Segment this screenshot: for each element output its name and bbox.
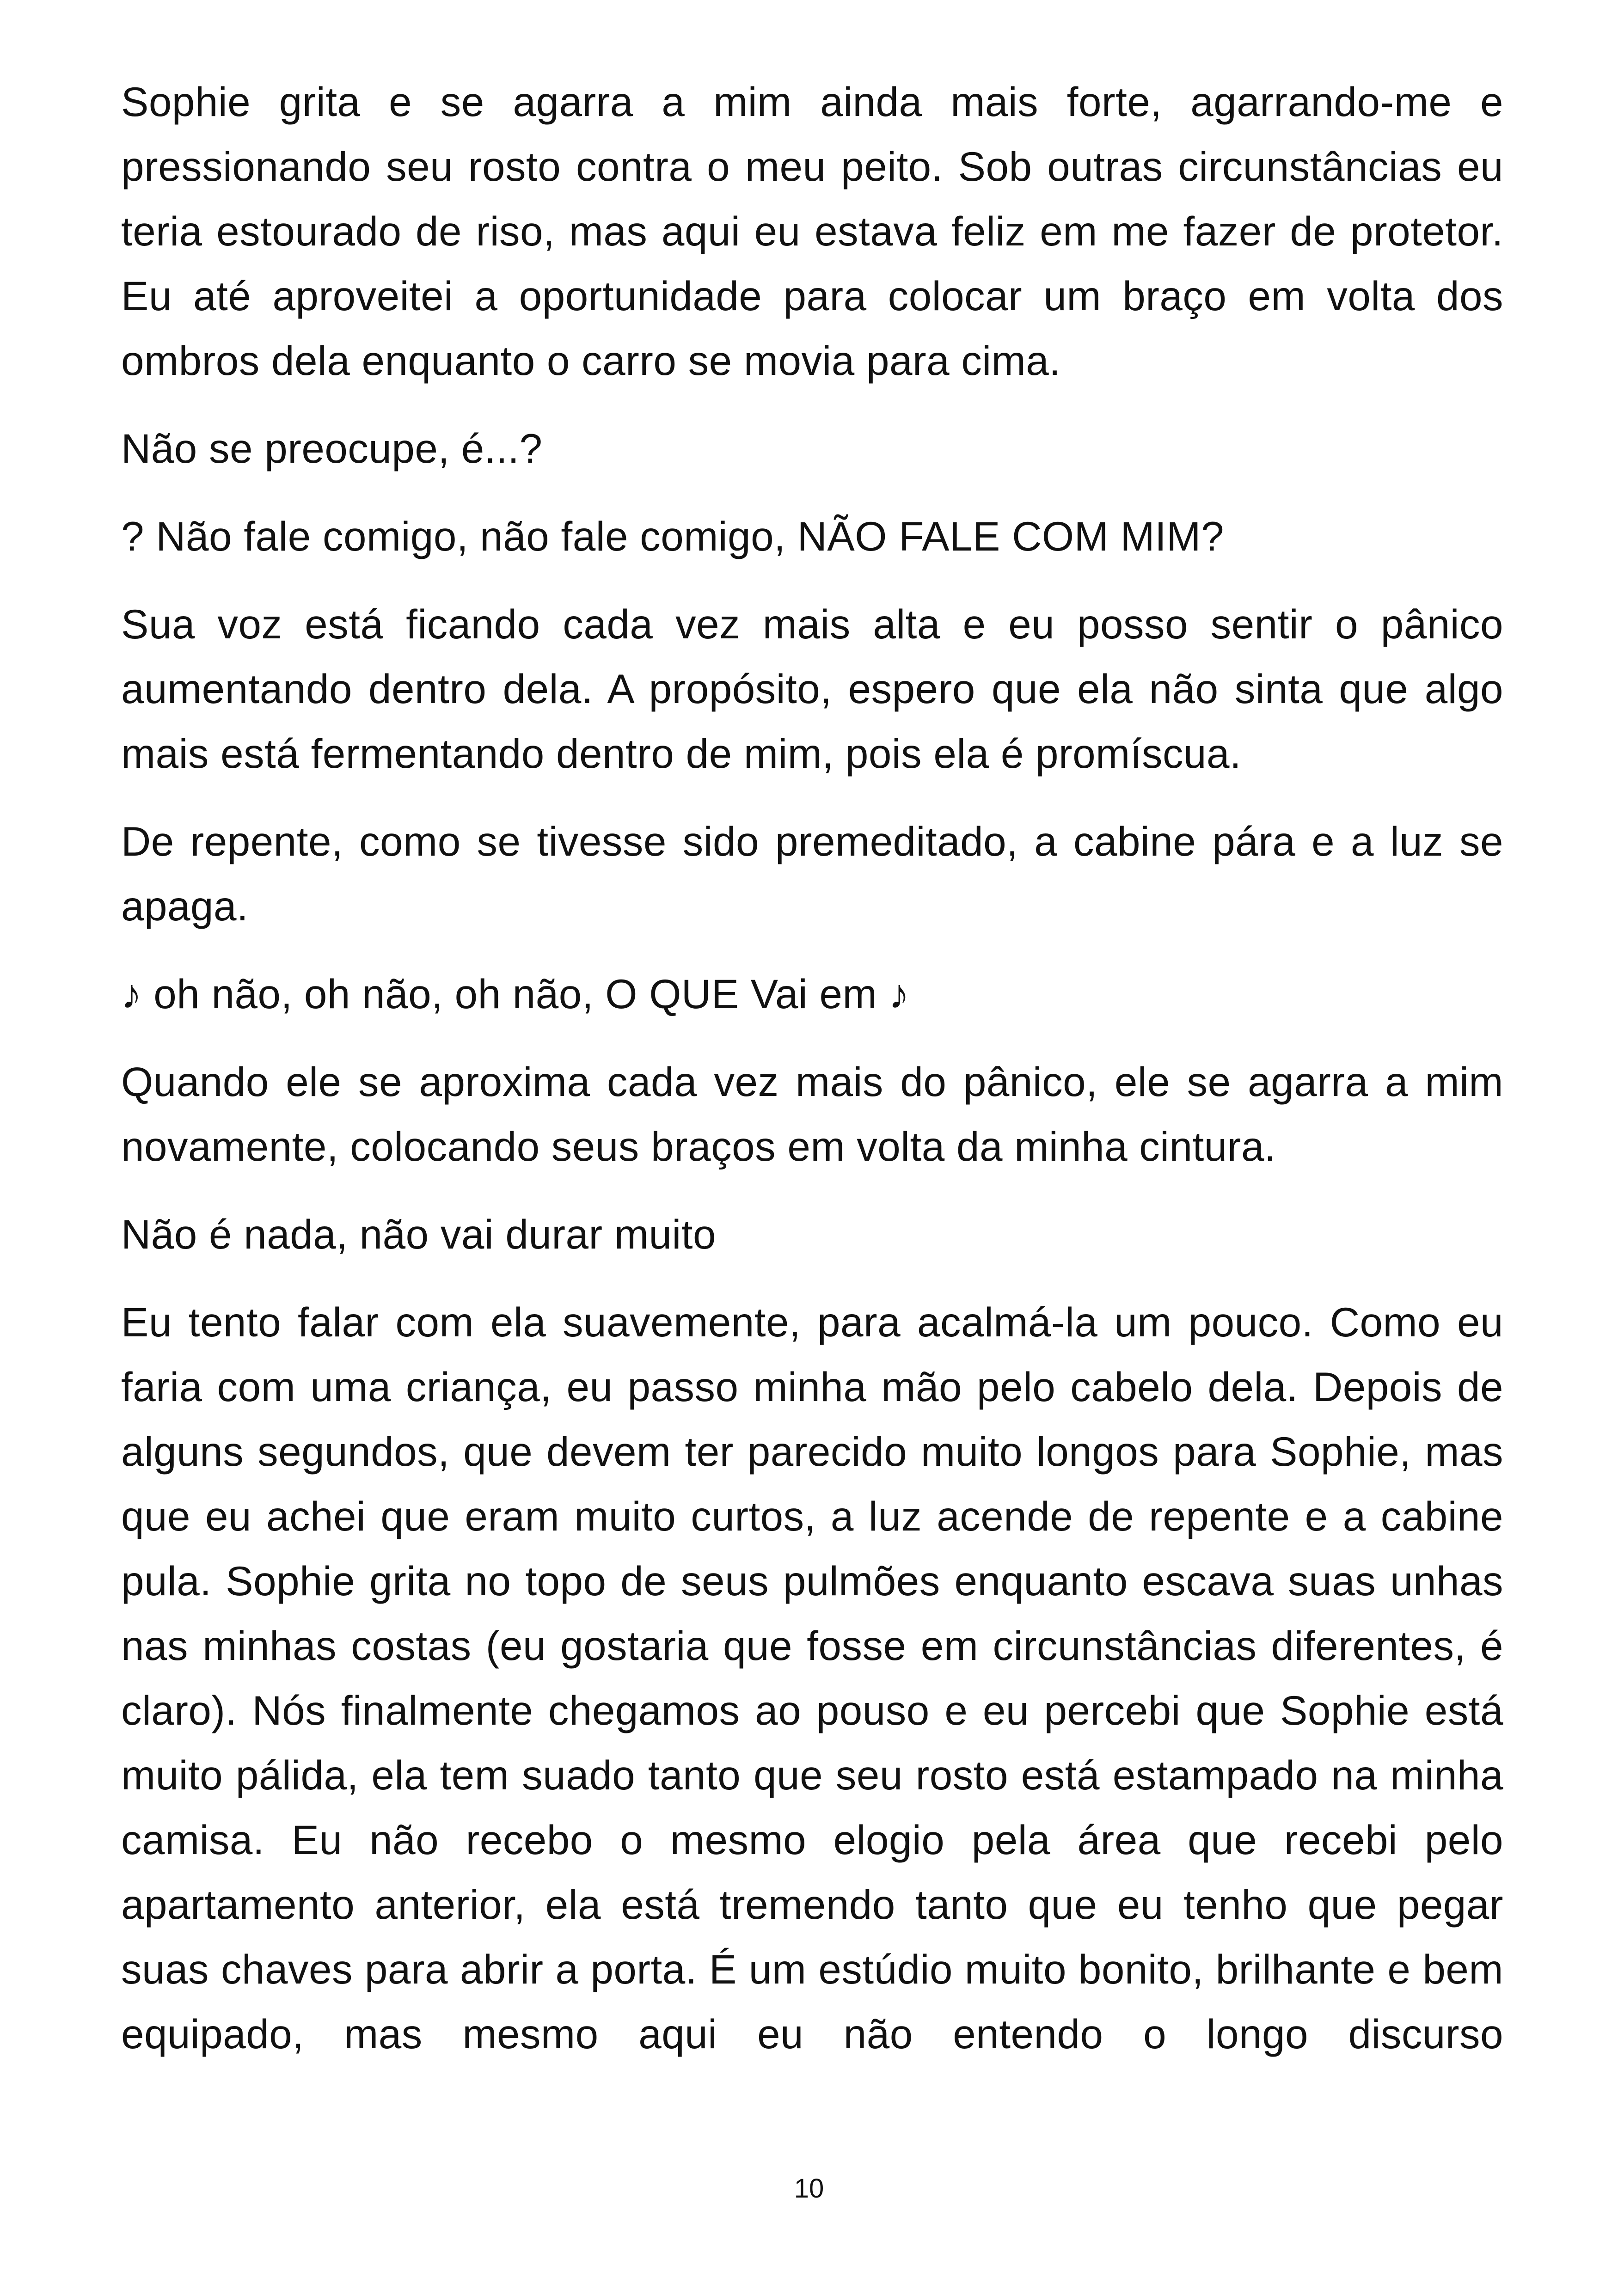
paragraph-song-line: ♪ oh não, oh não, oh não, O QUE Vai em ♪: [121, 971, 910, 1017]
paragraph-its-nothing: Não é nada, não vai durar muito: [121, 1211, 717, 1257]
paragraph-dont-worry: Não se preocupe, é...?: [121, 425, 543, 471]
paragraph-elevator-scream: Sophie grita e se agarra a mim ainda mais forte, agarrando-me e pressionando seu rosto contra o meu peito. Sob outras circunstâncias eu teria estourado de riso, mas aqui eu estava feliz em me fazer de protetor. Eu até aproveitei a oportunidade para colocar um braço em volta dos ombros dela enquanto o carro se movia para cima.: [121, 79, 1503, 384]
paragraph-cabin-stops: De repente, como se tivesse sido premeditado, a cabine pára e a luz se apaga.: [121, 818, 1503, 929]
paragraph-calming-sophie: Eu tento falar com ela suavemente, para acalmá-la um pouco. Como eu faria com uma criança, eu passo minha mão pelo cabelo dela. Depois de alguns segundos, que devem ter parecido muito longos para Sophie, mas que eu achei que eram muito curtos, a luz acende de repente e a cabine pula. Sophie grita no topo de seus pulmões enquanto escava suas unhas nas minhas costas (eu gostaria que fosse em circunstâncias diferentes, é claro). Nós finalmente chegamos ao pouso e eu percebi que Sophie está muito pálida, ela tem suado tanto que seu rosto está estampado na minha camisa. Eu não recebo o mesmo elogio pela área que recebi pelo apartamento anterior, ela está tremendo tanto que eu tenho que pegar suas chaves para abrir a porta. É um estúdio muito bonito, brilhante e bem equipado, mas mesmo aqui eu não entendo o longo discurso: [121, 1299, 1503, 2057]
page-number: 10: [794, 2174, 824, 2204]
paragraph-clings-again: Quando ele se aproxima cada vez mais do pânico, ele se agarra a mim novamente, colocando seus braços em volta da minha cintura.: [121, 1059, 1503, 1169]
paragraph-panic-rising: Sua voz está ficando cada vez mais alta e eu posso sentir o pânico aumentando dentro dela. A propósito, espero que ela não sinta que algo mais está fermentando dentro de mim, pois ela é promíscua.: [121, 601, 1503, 777]
paragraph-dont-talk: ? Não fale comigo, não fale comigo, NÃO FALE COM MIM?: [121, 513, 1224, 559]
document-page: [121, 69, 1503, 2089]
